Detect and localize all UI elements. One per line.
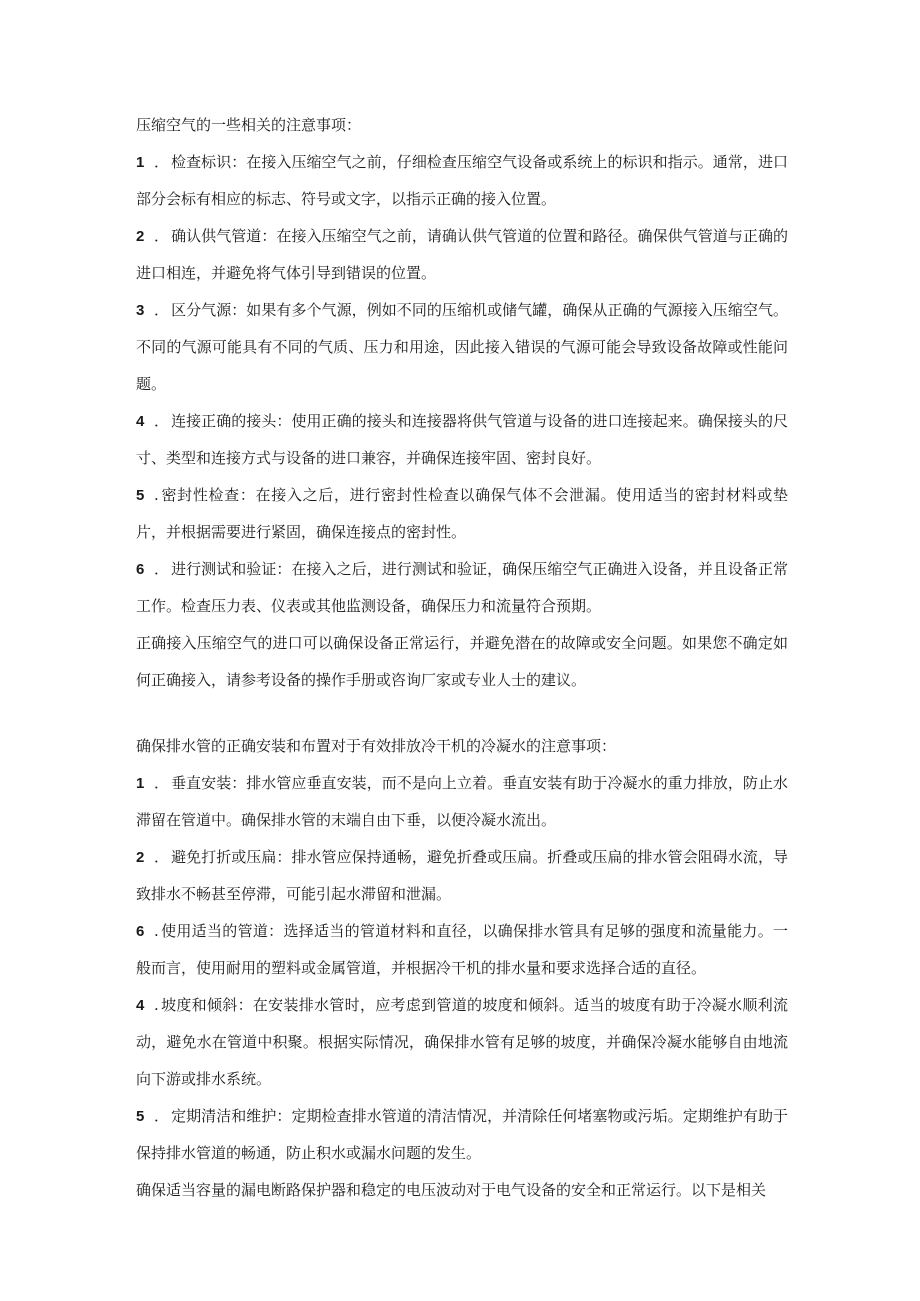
list-item: 6 . 使用适当的管道：选择适当的管道材料和直径，以确保排水管具有足够的强度和流量能力。一般而言，使用耐用的塑料或金属管道，并根据冷干机的排水量和要求选择合适的直径。 [136, 913, 788, 987]
item-number: 6 [136, 923, 145, 940]
list-item: 2 ． 避免打折或压扁：排水管应保持通畅，避免折叠或压扁。折叠或压扁的排水管会阻碍水流，导致排水不畅甚至停滞，可能引起水滞留和泄漏。 [136, 839, 788, 913]
item-number: 1 [136, 775, 145, 792]
list-item: 6 ． 进行测试和验证：在接入之后，进行测试和验证，确保压缩空气正确进入设备，并且设备正常工作。检查压力表、仪表或其他监测设备，确保压力和流量符合预期。 [136, 551, 788, 625]
item-text: 垂直安装：排水管应垂直安装，而不是向上立着。垂直安装有助于冷凝水的重力排放，防止水滞留在管道中。确保排水管的末端自由下垂，以便冷凝水流出。 [136, 774, 788, 829]
item-text: 坡度和倾斜：在安装排水管时，应考虑到管道的坡度和倾斜。适当的坡度有助于冷凝水顺利流动，避免水在管道中积聚。根据实际情况，确保排水管有足够的坡度，并确保冷凝水能够自由地流向下游或排水系统。 [136, 996, 788, 1088]
compressed-air-section [136, 107, 788, 699]
item-number: 4 [136, 413, 145, 430]
list-item: 5 ． 定期清洁和维护：定期检查排水管道的清洁情况，并清除任何堵塞物或污垢。定期维护有助于保持排水管道的畅通，防止积水或漏水问题的发生。 [136, 1098, 788, 1172]
list-item: 2 ． 确认供气管道：在接入压缩空气之前，请确认供气管道的位置和路径。确保供气管道与正确的进口相连，并避免将气体引导到错误的位置。 [136, 218, 788, 292]
list-item: 5 . 密封性检查：在接入之后，进行密封性检查以确保气体不会泄漏。使用适当的密封材料或垫片，并根据需要进行紧固，确保连接点的密封性。 [136, 477, 788, 551]
section-intro: 压缩空气的一些相关的注意事项： [136, 116, 362, 134]
item-number: 4 [136, 997, 145, 1014]
item-text: 避免打折或压扁：排水管应保持通畅，避免折叠或压扁。折叠或压扁的排水管会阻碍水流，导致排水不畅甚至停滞，可能引起水滞留和泄漏。 [136, 848, 788, 903]
section-closing: 确保适当容量的漏电断路保护器和稳定的电压波动对于电气设备的安全和正常运行。以下是相关 [136, 1181, 767, 1199]
item-text: 确认供气管道：在接入压缩空气之前，请确认供气管道的位置和路径。确保供气管道与正确的进口相连，并避免将气体引导到错误的位置。 [136, 227, 788, 282]
list-item: 1 ． 检查标识：在接入压缩空气之前，仔细检查压缩空气设备或系统上的标识和指示。通常，进口部分会标有相应的标志、符号或文字，以指示正确的接入位置。 [136, 144, 788, 218]
list-item: 4 ． 连接正确的接头：使用正确的接头和连接器将供气管道与设备的进口连接起来。确保接头的尺寸、类型和连接方式与设备的进口兼容，并确保连接牢固、密封良好。 [136, 403, 788, 477]
section-closing: 正确接入压缩空气的进口可以确保设备正常运行，并避免潜在的故障或安全问题。如果您不确定如何正确接入，请参考设备的操作手册或咨询厂家或专业人士的建议。 [136, 634, 788, 689]
item-text: 区分气源：如果有多个气源，例如不同的压缩机或储气罐，确保从正确的气源接入压缩空气。不同的气源可能具有不同的气质、压力和用途，因此接入错误的气源可能会导致设备故障或性能问题。 [136, 301, 788, 393]
item-number: 1 [136, 154, 145, 171]
item-text: 检查标识：在接入压缩空气之前，仔细检查压缩空气设备或系统上的标识和指示。通常，进口部分会标有相应的标志、符号或文字，以指示正确的接入位置。 [136, 153, 788, 208]
item-number: 5 [136, 1108, 145, 1125]
item-text: 定期清洁和维护：定期检查排水管道的清洁情况，并清除任何堵塞物或污垢。定期维护有助于保持排水管道的畅通，防止积水或漏水问题的发生。 [136, 1107, 788, 1162]
item-text: 使用适当的管道：选择适当的管道材料和直径，以确保排水管具有足够的强度和流量能力。一般而言，使用耐用的塑料或金属管道，并根据冷干机的排水量和要求选择合适的直径。 [136, 922, 788, 977]
item-number: 2 [136, 228, 145, 245]
item-number: 2 [136, 849, 145, 866]
list-item: 4 . 坡度和倾斜：在安装排水管时，应考虑到管道的坡度和倾斜。适当的坡度有助于冷凝水顺利流动，避免水在管道中积聚。根据实际情况，确保排水管有足够的坡度，并确保冷凝水能够自由地流向下游或排水系统。 [136, 987, 788, 1098]
list-item: 3 ． 区分气源：如果有多个气源，例如不同的压缩机或储气罐，确保从正确的气源接入压缩空气。不同的气源可能具有不同的气质、压力和用途，因此接入错误的气源可能会导致设备故障或性能问题。 [136, 292, 788, 403]
section-intro: 确保排水管的正确安装和布置对于有效排放冷干机的冷凝水的注意事项： [136, 737, 617, 755]
item-number: 5 [136, 487, 145, 504]
item-text: 进行测试和验证：在接入之后，进行测试和验证，确保压缩空气正确进入设备，并且设备正常工作。检查压力表、仪表或其他监测设备，确保压力和流量符合预期。 [136, 560, 788, 615]
item-number: 3 [136, 302, 145, 319]
list-item: 1 ． 垂直安装：排水管应垂直安装，而不是向上立着。垂直安装有助于冷凝水的重力排放，防止水滞留在管道中。确保排水管的末端自由下垂，以便冷凝水流出。 [136, 765, 788, 839]
document-page [136, 0, 788, 1301]
item-number: 6 [136, 561, 145, 578]
item-text: 密封性检查：在接入之后，进行密封性检查以确保气体不会泄漏。使用适当的密封材料或垫片，并根据需要进行紧固，确保连接点的密封性。 [136, 486, 788, 541]
drain-pipe-section [136, 728, 788, 1209]
item-text: 连接正确的接头：使用正确的接头和连接器将供气管道与设备的进口连接起来。确保接头的尺寸、类型和连接方式与设备的进口兼容，并确保连接牢固、密封良好。 [136, 412, 788, 467]
